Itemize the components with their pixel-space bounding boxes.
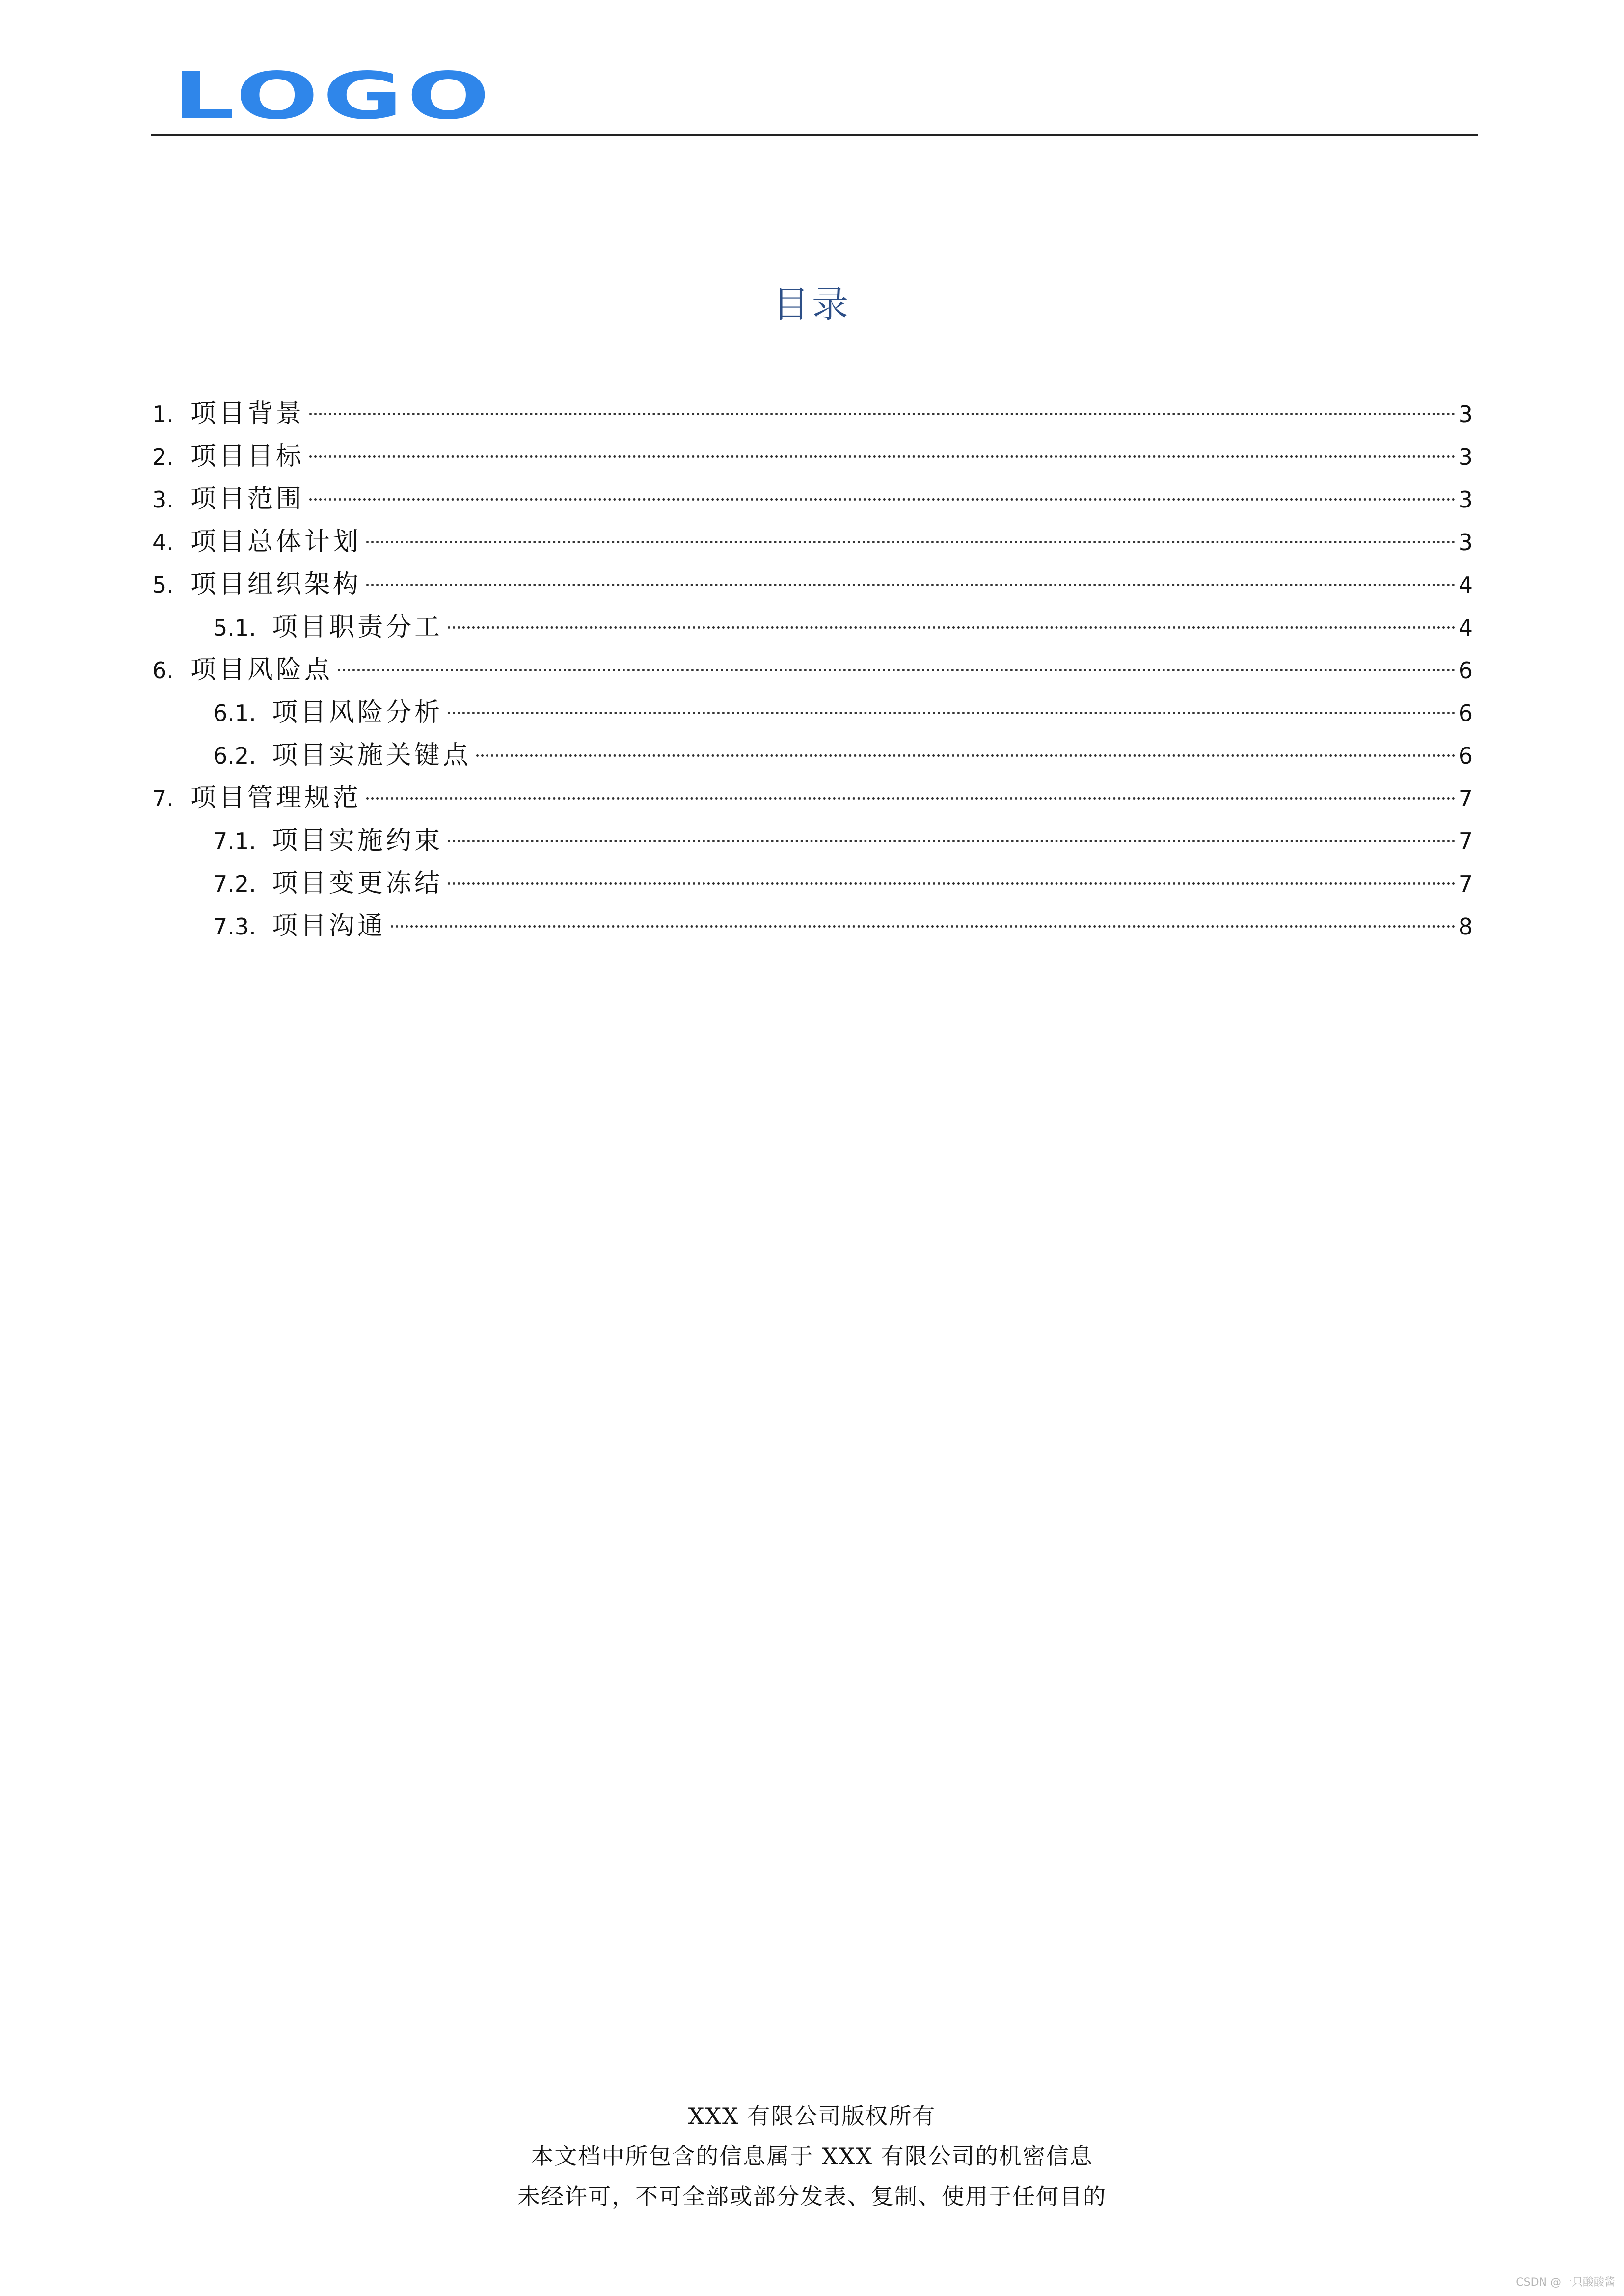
toc-entry-number: 7.3.: [213, 913, 256, 940]
toc-entry-label: 项目组织架构: [190, 570, 362, 599]
toc-entry-page: 8: [1458, 913, 1473, 940]
toc-entry-label: 项目沟通: [272, 911, 386, 941]
toc-leader-dots: [448, 712, 1456, 714]
toc-leader-dots: [366, 797, 1456, 800]
toc-entry-number: 5.1.: [213, 614, 256, 641]
toc-entry-label: 项目范围: [190, 484, 305, 514]
toc-entry-label: 项目目标: [190, 442, 305, 471]
toc-entry-page: 4: [1458, 614, 1473, 641]
toc-leader-dots: [476, 754, 1456, 757]
toc-entry-number: 7.2.: [213, 871, 256, 897]
toc-entry-number: 7.: [152, 785, 174, 812]
toc-entry-number: 6.: [152, 657, 174, 684]
header-divider: [151, 134, 1478, 136]
toc-entry-7-3[interactable]: [152, 905, 1473, 948]
company-logo: [173, 58, 494, 134]
footer-confidential-line: 本文档中所包含的信息属于 XXX 有限公司的机密信息: [531, 2143, 1093, 2169]
copyright-footer: [0, 2096, 1624, 2216]
toc-entry-6-2[interactable]: [152, 734, 1473, 777]
toc-leader-dots: [448, 882, 1456, 885]
toc-entry-page: 6: [1458, 743, 1473, 769]
toc-entry-label: 项目变更冻结: [272, 869, 443, 898]
toc-entry-2[interactable]: [152, 435, 1473, 478]
toc-entry-1[interactable]: [152, 393, 1473, 435]
toc-entry-7-2[interactable]: [152, 862, 1473, 905]
toc-leader-dots: [309, 455, 1456, 458]
toc-leader-dots: [448, 626, 1456, 629]
table-of-contents: [152, 393, 1473, 948]
toc-entry-label: 项目风险分析: [272, 698, 443, 727]
toc-leader-dots: [391, 925, 1456, 928]
toc-entry-number: 2.: [152, 444, 174, 470]
toc-entry-number: 7.1.: [213, 828, 256, 854]
toc-entry-page: 3: [1458, 529, 1473, 556]
toc-entry-number: 6.1.: [213, 700, 256, 726]
toc-entry-page: 6: [1458, 657, 1473, 684]
toc-entry-page: 3: [1458, 486, 1473, 513]
toc-leader-dots: [309, 413, 1456, 415]
toc-entry-6[interactable]: [152, 649, 1473, 692]
toc-entry-page: 4: [1458, 572, 1473, 598]
toc-entry-number: 6.2.: [213, 743, 256, 769]
toc-entry-label: 项目职责分工: [272, 613, 443, 642]
toc-entry-label: 项目实施约束: [272, 826, 443, 855]
toc-entry-7[interactable]: [152, 777, 1473, 820]
toc-entry-number: 3.: [152, 486, 174, 513]
toc-entry-page: 3: [1458, 444, 1473, 470]
toc-entry-6-1[interactable]: [152, 692, 1473, 734]
toc-leader-dots: [366, 541, 1456, 543]
toc-entry-label: 项目背景: [190, 399, 305, 428]
toc-entry-label: 项目风险点: [190, 655, 333, 685]
footer-permission-line: 未经许可，不可全部或部分发表、复制、使用于任何目的: [517, 2183, 1107, 2210]
toc-entry-page: 7: [1458, 871, 1473, 897]
toc-entry-label: 项目实施关键点: [272, 741, 472, 770]
toc-entry-label: 项目总体计划: [190, 527, 362, 557]
toc-entry-3[interactable]: [152, 478, 1473, 521]
toc-entry-page: 7: [1458, 828, 1473, 854]
toc-title: 目录: [773, 283, 851, 325]
toc-entry-number: 1.: [152, 401, 174, 427]
toc-entry-page: 6: [1458, 700, 1473, 726]
toc-entry-4[interactable]: [152, 521, 1473, 563]
toc-entry-7-1[interactable]: [152, 820, 1473, 862]
toc-entry-page: 3: [1458, 401, 1473, 427]
footer-copyright-line: XXX 有限公司版权所有: [688, 2103, 936, 2129]
toc-entry-number: 4.: [152, 529, 174, 556]
toc-entry-label: 项目管理规范: [190, 783, 362, 813]
toc-leader-dots: [366, 584, 1456, 586]
toc-leader-dots: [448, 840, 1456, 842]
toc-leader-dots: [338, 669, 1456, 671]
toc-entry-number: 5.: [152, 572, 174, 598]
toc-entry-5-1[interactable]: [152, 606, 1473, 649]
toc-entry-5[interactable]: [152, 563, 1473, 606]
logo-text: LOGO: [173, 58, 494, 134]
toc-leader-dots: [309, 498, 1456, 501]
toc-entry-page: 7: [1458, 785, 1473, 812]
watermark: CSDN @一只酸酸酱: [1516, 2276, 1615, 2289]
